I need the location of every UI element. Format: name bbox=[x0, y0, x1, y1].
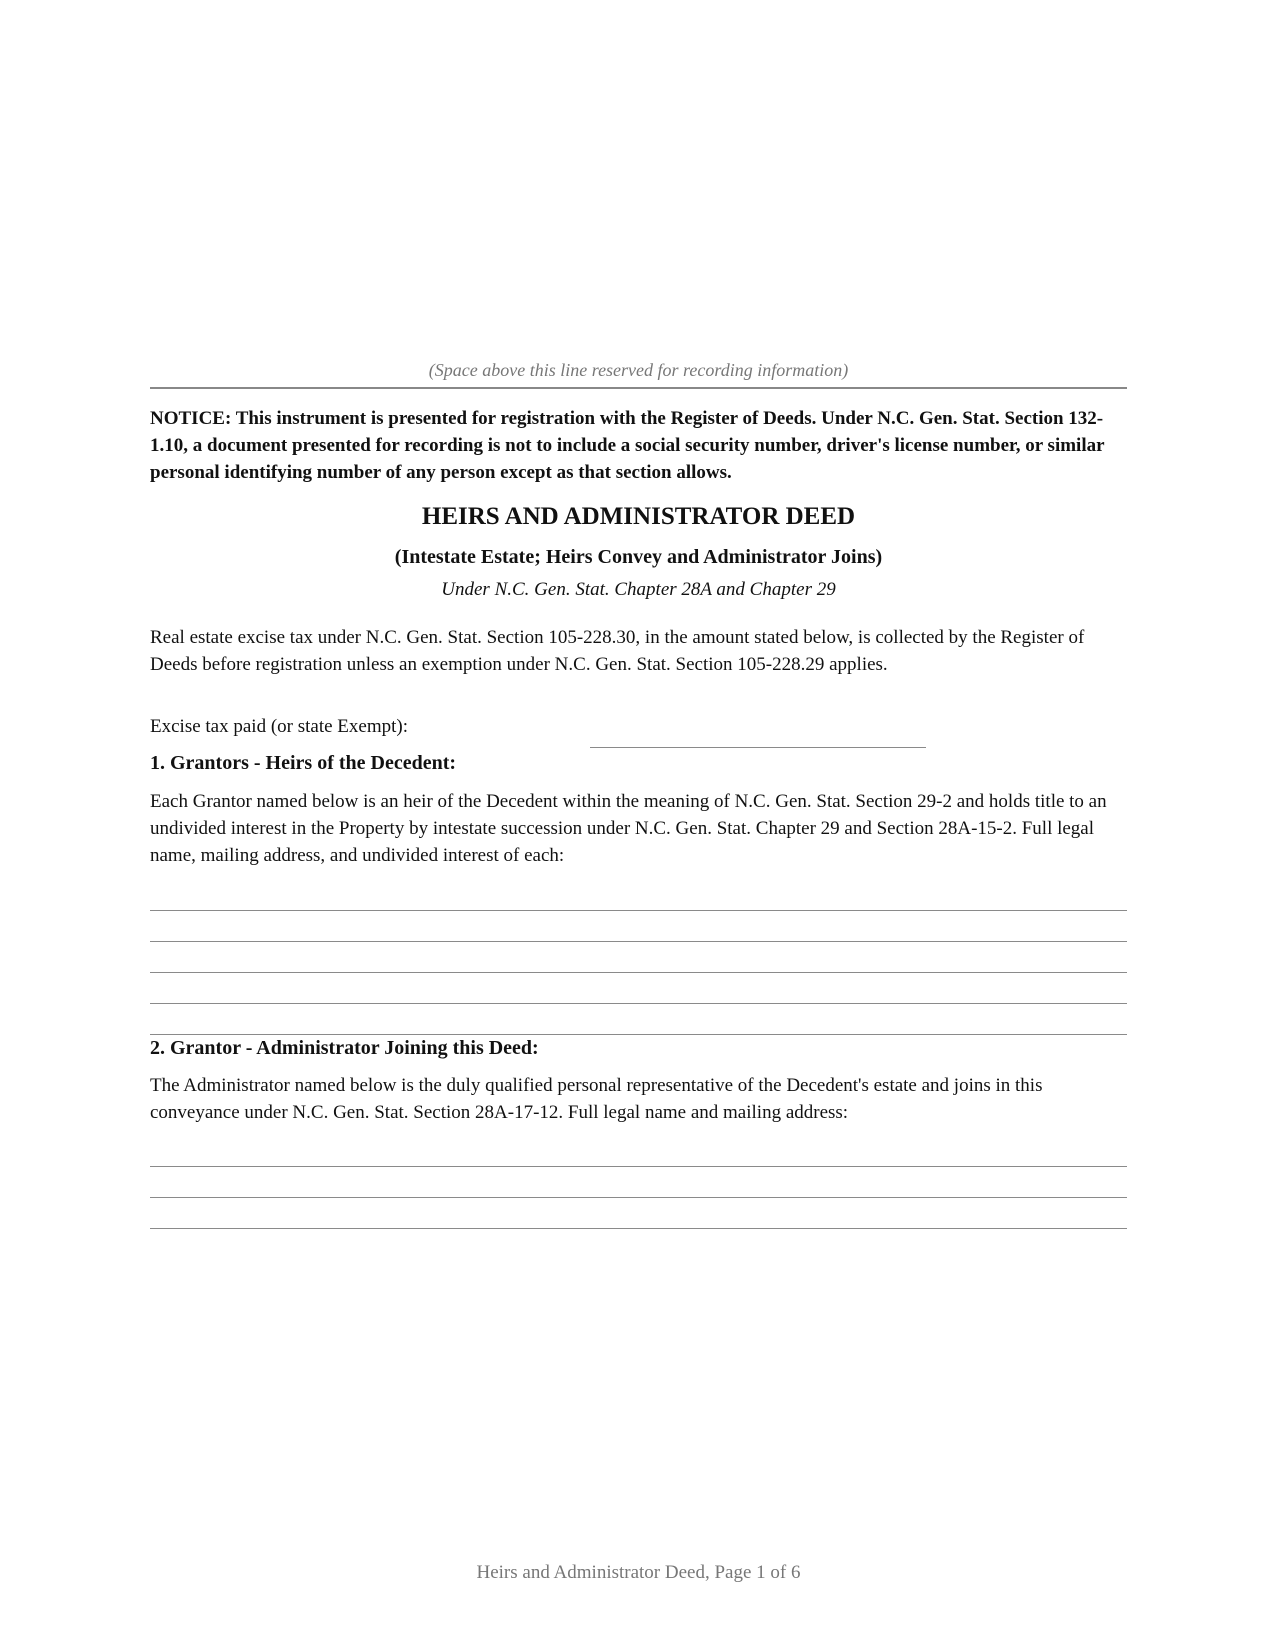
document-title: HEIRS AND ADMINISTRATOR DEED bbox=[421, 503, 856, 530]
section-heading-grantors-heirs: 1. Grantors - Heirs of the Decedent: bbox=[150, 752, 457, 774]
administrator-entry-line[interactable] bbox=[150, 1228, 1127, 1229]
excise-tax-paragraph: Real estate excise tax under N.C. Gen. Stat. Section 105-228.30, in the amount stated below, is collected by the Register of Deeds before registration unless an exemption under N.C. Gen. Stat. Section 105-228.29 applies. bbox=[150, 627, 1085, 675]
statutory-authority: Under N.C. Gen. Stat. Chapter 28A and Chapter 29 bbox=[441, 579, 836, 600]
document-subtitle: (Intestate Estate; Heirs Convey and Administrator Joins) bbox=[394, 546, 883, 568]
heir-entry-line[interactable] bbox=[150, 972, 1127, 973]
document-page bbox=[150, 0, 1127, 1651]
registration-notice: NOTICE: This instrument is presented for registration with the Register of Deeds. Under N.C. Gen. Stat. Section 132-1.10, a document presented for recording is not to include a social security number, driver's license number, or similar personal identifying number of any person except as that section allows. bbox=[150, 408, 1105, 483]
heir-entry-line[interactable] bbox=[150, 1003, 1127, 1004]
recording-space-divider bbox=[150, 387, 1127, 389]
excise-tax-label: Excise tax paid (or state Exempt): bbox=[150, 716, 408, 737]
section-heading-administrator: 2. Grantor - Administrator Joining this Deed: bbox=[150, 1037, 539, 1059]
section-text-grantors-heirs: Each Grantor named below is an heir of the Decedent within the meaning of N.C. Gen. Stat. Section 29-2 and holds title to an undivided interest in the Property by intestate succession under N.C. Gen. Stat. Chapter 29 and Section 28A-15-2. Full legal name, mailing address, and undivided interest of each: bbox=[150, 791, 1107, 866]
heir-entry-line[interactable] bbox=[150, 1034, 1127, 1035]
heir-entry-line[interactable] bbox=[150, 910, 1127, 911]
recording-space-note: (Space above this line reserved for recording information) bbox=[428, 360, 849, 380]
administrator-entry-line[interactable] bbox=[150, 1166, 1127, 1167]
excise-tax-field[interactable] bbox=[590, 747, 926, 748]
section-text-administrator: The Administrator named below is the duly qualified personal representative of the Decedent's estate and joins in this conveyance under N.C. Gen. Stat. Section 28A-17-12. Full legal name and mailing address: bbox=[150, 1075, 1043, 1123]
heir-entry-line[interactable] bbox=[150, 941, 1127, 942]
page-footer: Heirs and Administrator Deed, Page 1 of 6 bbox=[476, 1562, 801, 1583]
administrator-entry-line[interactable] bbox=[150, 1197, 1127, 1198]
